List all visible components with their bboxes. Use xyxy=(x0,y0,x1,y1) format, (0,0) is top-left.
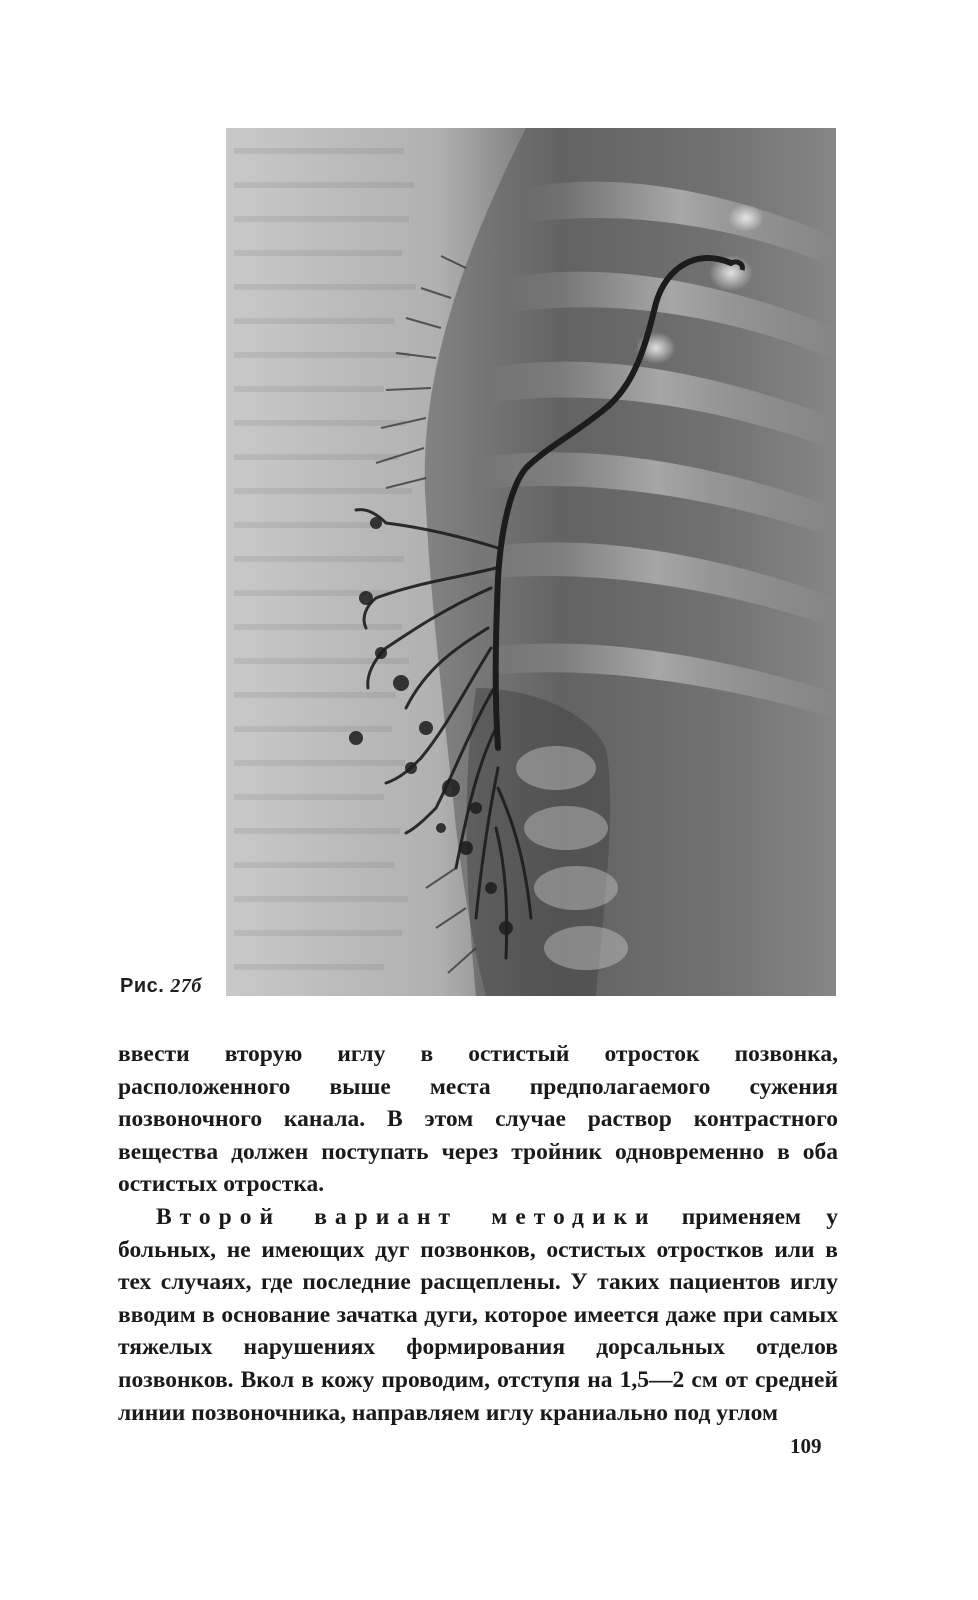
figure-caption xyxy=(120,975,202,998)
spaced-emphasis: Второй вариант методики xyxy=(156,1203,657,1230)
caption-number: 27б xyxy=(170,975,202,997)
body-text xyxy=(118,1038,838,1429)
caption-prefix: Рис. xyxy=(120,975,165,997)
xray-figure xyxy=(226,128,836,996)
paragraph-2-rest: применяем у больных, не имеющих дуг позвонков, остистых отростков или в тех случаях, где последние расщеплены. У таких пациентов иглу вводим в основание зачатка дуги, которое имеется даже при самых тяжелых нарушениях формирования дорсальных отделов позвонков. Вкол в кожу проводим, отступя на 1,5—2 см от средней линии позвоночника, направляем иглу краниально под углом xyxy=(118,1203,838,1426)
paragraph-1: ввести вторую иглу в остистый отросток позвонка, расположенного выше места предполагаемого сужения позвоночного канала. В этом случае раствор контрастного вещества должен поступать через тройник одновременно в оба остистых отростка. xyxy=(118,1041,838,1198)
myelogram-xray-image xyxy=(226,128,836,996)
paragraph-2 xyxy=(118,1201,838,1429)
page-number: 109 xyxy=(790,1434,822,1458)
